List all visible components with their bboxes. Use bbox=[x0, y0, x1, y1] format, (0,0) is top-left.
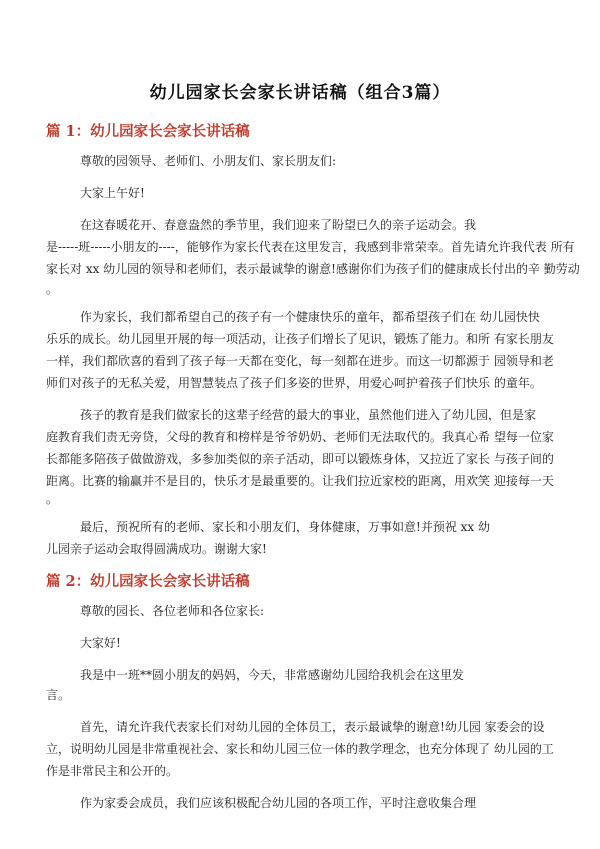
paragraph-line: 是-----班-----小朋友的----，能够作为家长代表在这里发言，我感到非常荣幸。首先请允许我代表 所有 bbox=[46, 240, 575, 254]
section-1-heading: 篇 1：幼儿园家长会家长讲话稿 bbox=[46, 123, 250, 140]
document-title: 幼儿园家长会家长讲话稿（组合3篇） bbox=[149, 83, 451, 103]
paragraph-line: 最后，预祝所有的老师、家长和小朋友们，身体健康，万事如意!并预祝 xx 幼 bbox=[80, 520, 490, 534]
paragraph-line: 尊敬的园领导、老师们、小朋友们、家长朋友们: bbox=[80, 154, 337, 168]
paragraph-line: 庭教育我们责无旁贷，父母的教育和榜样是爷爷奶奶、老师们无法取代的。我真心希 望每一位家 bbox=[46, 430, 554, 444]
section-2-heading: 篇 2：幼儿园家长会家长讲话稿 bbox=[46, 573, 250, 590]
paragraph-line: 师们对孩子的无私关爱，用智慧装点了孩子们多姿的世界，用爱心呵护着孩子们快乐 的童年。 bbox=[46, 376, 542, 390]
paragraph-line: 言。 bbox=[46, 688, 71, 702]
paragraph-line: 。 bbox=[46, 492, 59, 506]
paragraph-line: 作是非常民主和公开的。 bbox=[46, 764, 179, 778]
paragraph-line: 尊敬的园长、各位老师和各位家长: bbox=[80, 604, 265, 618]
paragraph-line: 一样，我们都欣喜的看到了孩子每一天都在变化，每一刻都在进步。而这一切都源于 园领导和老 bbox=[46, 354, 554, 368]
paragraph-line: 立，说明幼儿园是非常重视社会、家长和幼儿园三位一体的教学理念，也充分体现了 幼儿园的工 bbox=[46, 742, 554, 756]
paragraph-line: 距离。比赛的输赢并不是目的，快乐才是最重要的。让我们拉近家校的距离，用欢笑 迎接每一天 bbox=[46, 474, 554, 488]
paragraph-line: 家长对 xx 幼儿园的领导和老师们，表示最诚挚的谢意!感谢你们为孩子们的健康成长付出的辛 勤劳动 bbox=[46, 262, 580, 276]
paragraph-line: 在这春暖花开、春意盎然的季节里，我们迎来了盼望已久的亲子运动会。我 bbox=[80, 218, 477, 232]
paragraph-line: 。 bbox=[46, 282, 59, 296]
paragraph-line: 大家上午好! bbox=[80, 186, 145, 200]
paragraph-line: 孩子的教育是我们做家长的这辈子经营的最大的事业，虽然他们进入了幼儿园，但是家 bbox=[80, 408, 537, 422]
paragraph-line: 乐乐的成长。幼儿园里开展的每一项活动，让孩子们增长了见识，锻炼了能力。和所 有家长朋友 bbox=[46, 332, 554, 346]
paragraph-line: 作为家长，我们都希望自己的孩子有一个健康快乐的童年，都希望孩子们在 幼儿园快快 bbox=[80, 310, 540, 324]
paragraph-line: 我是中一班**圆小朋友的妈妈，今天，非常感谢幼儿园给我机会在这里发 bbox=[80, 668, 465, 682]
paragraph-line: 大家好! bbox=[80, 636, 121, 650]
paragraph-line: 儿园亲子运动会取得圆满成功。谢谢大家! bbox=[46, 542, 267, 556]
paragraph-line: 作为家委会成员，我们应该积极配合幼儿园的各项工作，平时注意收集合理 bbox=[80, 796, 477, 810]
paragraph-line: 首先，请允许我代表家长们对幼儿园的全体员工，表示最诚挚的谢意!幼儿园 家委会的设 bbox=[80, 720, 545, 734]
paragraph-line: 长都能多陪孩子做做游戏，多参加类似的亲子活动，即可以锻炼身体，又拉近了家长 与孩子间的 bbox=[46, 452, 554, 466]
